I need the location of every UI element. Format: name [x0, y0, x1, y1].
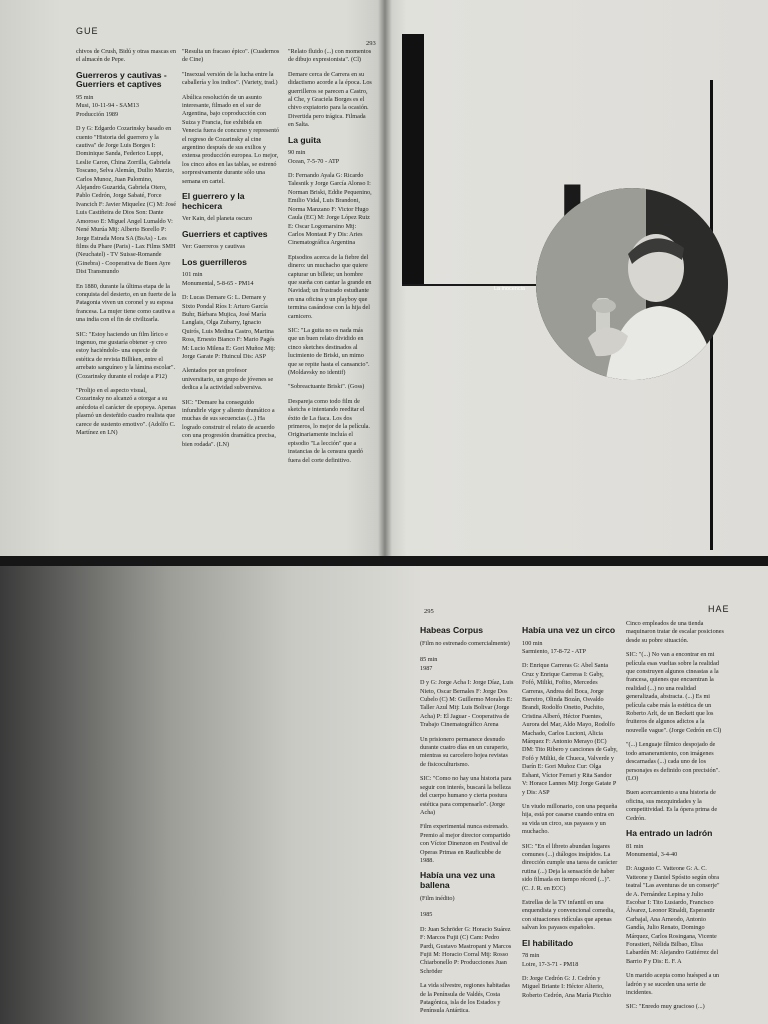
entry-review: SIC: "Como no hay una historia para seguir con interés, buscará la belleza del cuerpo humano y cierta postura estética para compensarlo". (Jorge Acha): [420, 775, 512, 816]
entry-column-1: [76, 48, 176, 443]
entry-review: SIC: "Estoy haciendo un film lírico e ingenuo, me gustaría obtener -y creo estoy haciéndolo- una especie de estética de revista Billiken, entre el arrebato sanguíneo y la lámina escolar". (Cozarinsky durante el rodaje a P12): [76, 330, 176, 380]
portrait-illustration: [536, 188, 728, 380]
entry-meta: 90 min Ocean, 7-5-70 - ATP: [288, 149, 340, 165]
entry-column-3: [288, 48, 372, 471]
running-head: HAE: [708, 604, 730, 614]
folio: 293: [366, 40, 376, 47]
entry-review: "Prolijo en el aspecto visual, Cozarinsky no alcanzó a otorgar a su anécdota el carácter de epopeya. Apenas plasmó un desteñido cuadro realista que carece de sustento emotivo". (Adolfo C. Martínez en LN): [76, 387, 176, 437]
entry-synopsis: La vida silvestre, regiones habitadas de la Península de Valdés, Costa Patagónica, isla de los Estados y Península Antártica.: [420, 982, 510, 1015]
folio: 295: [424, 608, 434, 615]
entry-column-1: [420, 620, 514, 1022]
entry-quote: "(...) Lenguaje fílmico despojado de todo amaneramiento, con imágenes descarnadas (...) cada uno de los personajes es definido con precisión". (LO): [626, 741, 720, 782]
entry-review: SIC: "(...) No van a encontrar en mi película esas vueltas sobre la realidad que construyen algunos cineastas a la francesa, quienes que encuentran la realidad (...) no una realidad generalizada, abstracta. (...) Es mi película cabe más la estética de un Roberto Arlt, de un Beckett que los fruiteros de algunos adictos a la nouvelle vague". (Jorge Cedrón en Cl): [626, 651, 722, 734]
entry-title: El habilitado: [522, 937, 574, 948]
bottom-page-spread: [0, 566, 768, 1024]
entry-quote: "Resulta un fracaso épico". (Cuadernos de Cine): [182, 48, 280, 64]
entry-title: Ha entrado un ladrón: [626, 827, 713, 838]
entry-text: Despareja como todo film de sketchs e intentando reeditar el éxito de La fiaca. Los dos primeros, lo mejor de la película. Originariamente incluía el episodio "La lección" que a instancias de la censura quedó fuera del corte definitivo.: [288, 397, 370, 464]
entry-title: Los guerrilleros: [182, 256, 247, 267]
entry-text: Abúlica resolución de un asunto interesante, filmado en el sur de Argentina, bajo coproducción con Suiza y Francia, fue exhibida en Venecia fuera de concurso y representó el regreso de Cozarinsky al cine argentino después de sus exilios y extensa producción europea. Lo mejor, los cinco años en las tablas, se estrenó sorpresivamente durante sólo una semana en cartel.: [182, 93, 280, 185]
entry-synopsis: Alentados por un profesor universitario, un grupo de jóvenes se dedica a la actividad subversiva.: [182, 367, 274, 392]
entry-credits: D: Lucas Demare G: L. Demare y Sixto Pondal Ríos I: Arturo García Buhr, Bárbara Mujica, José María Langlais, Olga Zubarry, Ignacio Quirós, Luis Medina Castro, Martina Ross, Ernesto Bianco F: Mario Pagés M: Lucio Milena E: Gori Muñoz Mtj: Jorge Garate P: Huincul Dis: ASP: [182, 294, 276, 360]
entry-text: Film experimental nunca estrenado. Premio al mejor director compartido con Víctor Dinenzon en Festival de Operas Primas en Rauficubbe de 1988.: [420, 823, 511, 864]
section-label: La inocencia: [494, 286, 525, 292]
entry-text: Cinco empleados de una tienda maquinaron tratar de escalar posiciones desde su pobre situación.: [626, 620, 724, 644]
entry-title: Guerreros y cautivas - Guerriers et captives: [76, 69, 167, 90]
entry-synopsis: Episodios acerca de la fiebre del dinero: un muchacho que quiere capturar un billete; un hombre que sueña con cantar la grande en Navidad; un frustrado estudiante en una oficina y un playboy que termina casándose con la hija del carnicero.: [288, 253, 372, 320]
section-tab: [402, 34, 424, 284]
running-head: GUE: [76, 26, 99, 36]
entry-meta: (Film inédito) 1985: [420, 894, 455, 919]
entry-review: SIC: "La guita no es nada más que un buen relato dividido en cinco sketches destinados al lucimiento de Briski, un mimo que se repite hasta el cansancio". (Moldavsky no identif): [288, 326, 370, 376]
entry-meta: 101 min Monumental, 5-8-65 - PM14: [182, 271, 254, 287]
entry-credits: D: Fernando Ayala G: Ricardo Talesnik y Jorge García Alonso I: Norman Briski, Eddie Pequenino, Emilio Vidal, Luis Brandoni, Norma Manzano F: Victor Hugo Caula (EC) M: Jorge López Ruiz E: Oscar Logomarsino Mtj: Carlos Montaut P y Dis: Aries Cinematográfica Argentina: [288, 172, 372, 247]
entry-meta: 95 min Musi, 10-11-94 - SAM13 Producción 1989: [76, 94, 140, 118]
entry-see-also: Ver Kain, del planeta oscuro: [182, 215, 253, 223]
entry-synopsis: Un marido acepta como huésped a un ladrón y se suceden una serie de incidentes.: [626, 972, 720, 997]
entry-text: Estrellas de la TV infantil en una enquendista y convencional comedia, con situaciones ridículas que apenas salvan los payasos españoles.: [522, 898, 615, 932]
entry-quote: "Relato fluido (...) con momentos de dibujo expresionista". (Cl): [288, 48, 372, 64]
entry-column-2: [182, 48, 280, 455]
entry-see-also: Ver: Guerreros y cautivas: [182, 243, 246, 251]
entry-meta: (Film no estrenado comercialmente) 85 min 1987: [420, 639, 510, 672]
entry-meta: 100 min Sarmiento, 17-8-72 - ATP: [522, 639, 586, 655]
entry-synopsis: Un prisionero permanece desnudo durante cuatro días en un curaperio, mientras su carcelero hojea revistas de fisicoculturismo.: [420, 735, 509, 768]
entry-credits: D y G: Jorge Acha I: Jorge Díaz, Luis Nieto, Oscar Bernales F: Jorge Dos Cubelo (C) M: Guillermo Morales E: Taller Azul Mtj: Luis Bolivar (Jorge Acha) P: El Jaguar - Cooperativa de Trabajo Cinematográfico Arena: [420, 679, 514, 729]
entry-review: SIC: "Enredo muy gracioso (...): [626, 1003, 705, 1011]
entry-title: La guita: [288, 134, 321, 145]
entry-title: Había una vez una ballena: [420, 870, 495, 890]
entry-credits: D y G: Edgardo Cozarinsky basado en cuento "Historia del guerrero y la cautiva" de Jorge Luis Borges I: Dominique Sanda, Federico Luppi, Leslie Caron, China Zorrilla, Gabriela Toscano, Selva Alemán, Duilio Marzio, Carlos Munoz, Juan Palomino, Alejandro Guzarida, Gabriela Otero, Pablo Cedrón, Jorge Sabaté, Force Ivancich F: Javier Miquelez (C) M: José Luis Castiñeira de Dios Son: Dante Amoroso E: Miguel Angel Lumaldo V: Nené Murúa Mtj: Alberto Borello P: Jorge Estrada Mora SA (BsAs) - Les films du Phare (Paris) - Lax Films SMH (Neuchatel) - TV Suisse-Romande (Ginebra) - Cooperativa de Buen Ayre Dist Transmundo: [76, 125, 177, 276]
entry-quote: "Sobreactuante Briski". (Goss): [288, 383, 365, 391]
entry-meta: 78 min Loire, 17-3-71 - PM18: [522, 952, 579, 968]
entry-text: Demare cerca de Carrera en su didactismo acorde a la época. Los guerrilleros se parecen a Castro, al Che, y Graciela Borges es el chivo expiatorio para la ocasión. Divertida pero trágica. Filmada en Salta.: [288, 70, 372, 129]
entry-synopsis: En 1880, durante la última etapa de la conquista del desierto, en un fuerte de la Patagonia viven un coronel y su esposa francesa. La mujer tiene como cautiva a una india con el fin de civilizarla.: [76, 282, 176, 324]
entry-credits: D: Jorge Cedrón G: J. Cedrón y Miguel Briante I: Héctor Alterio, Roberto Cedrón, Ana María Picchio: [522, 975, 612, 999]
entry-column-3: [626, 620, 724, 1018]
entry-column-2: [522, 620, 618, 1006]
entry-text: chivos de Crush, Bidú y otras mascas en el almacén de Pepe.: [76, 48, 177, 64]
entry-title: Había una vez un circo: [522, 625, 616, 635]
entry-credits: D: Enrique Carreras G: Abel Santa Cruz y Enrique Carreras I: Gaby, Fofó, Miliki, Fofito, Mercedes Carreras, Andrea del Boca, Jorge Barreiro, Olinda Bozán, Osvaldo Brandi, Rodolfo Onetto, Puchito, Cristina Alberó, Héctor Fuentes, Aurora del Mar, Aldo Mayo, Rodolfo Machado, Carlos Lucioni, Alicia Márquez F: Antonio Merayo (EC) DM: Tito Ribero y canciones de Gaby, Fofó y Miliki, de Chueca, Valverde y Darín E: Gori Muñoz Cur: Olga Eshant, Víctor Ferrari y Rita Sandor V: Horace Lannes Mtj: Jorge Gatate P y Dis: ASP: [522, 662, 618, 796]
top-page-gutter: [378, 0, 392, 556]
entry-quote: "Insexual versión de la lucha entre la caballería y los indios". (Variety, trad.): [182, 70, 278, 87]
entry-text: Buen acercamiento a una historia de oficina, sus mezquindades y la competitividad. Es la ópera prima de Cedrón.: [626, 789, 718, 822]
entry-title: El guerrero y la hechicera: [182, 191, 245, 211]
entry-review: SIC: "En el libreto abundan lugares comunes (...) diálogos insípidos. La dirección cumple una tarea de carácter rutina (...) Deja la sensación de haber sido filmada en tiempo récord (...)". (C. J. R. en ECC): [522, 842, 618, 892]
entry-synopsis: Un viudo millonario, con una pequeña hija, está por casarse cuando entra en su vida un circo, sus payasos y un muchacho.: [522, 802, 618, 836]
section-photo: [536, 188, 728, 380]
entry-credits: D: Augusto C. Vatteone G: A. C. Vatteone y Daniel Spósito según obra teatral "Las aventuras de un conserje" de A. Fernández Lepina y Julio Escobar I: Tito Lusiardo, Francisco Álvarez, Leonor Rinaldi, Esperantir Carbajal, Ana Arneodo, Antonio Gandía, Julio Renato, Domingo Márquez, Carlos Rosingana, Vicente Forastieri, Nélida Bilbao, Elisa Labardén M: Alejandro Gutiérrez del Barrio P y Dis: E. F. A: [626, 865, 720, 965]
entry-review: SIC: "Demare ha conseguido infundirle vigor y aliento dramático a muchas de sus secuencias (...) Ha logrado construir el relato de acuerdo con una progresión dramática precisa, bien rodada". (LN): [182, 398, 276, 448]
entry-credits: D: Juan Schröder G: Horacio Suárez F: Marcos Fujii (C) Cam: Pedro Pardi, Gustavo Mastropani y Marcos Fujii M: Horacio Corral Mtj: Rosso Chiarbonello P: Producciones Juan Schröder: [420, 925, 512, 975]
entry-title: Habeas Corpus: [420, 625, 484, 635]
entry-meta: 81 min Monumental, 3-4-40: [626, 842, 678, 858]
entry-title: Guerriers et captives: [182, 228, 268, 239]
